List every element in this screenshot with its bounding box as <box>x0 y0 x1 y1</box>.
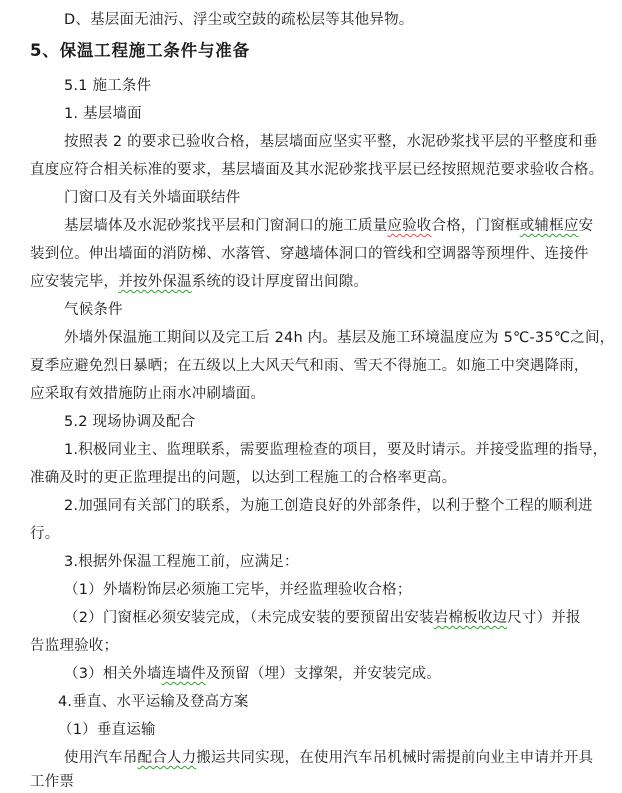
subheading-climate: 气候条件 <box>64 302 123 318</box>
paragraph-line: 1.积极同业主、监理联系，需要监理检查的项目，要及时请示。并接受监理的指导， <box>64 442 608 458</box>
paragraph-line: 3.根据外保温工程施工前，应满足： <box>64 554 299 570</box>
paragraph-line: 准确及时的更正监理提出的问题，以达到工程施工的合格率更高。 <box>30 470 457 486</box>
paragraph-line: 工作票 <box>30 774 75 790</box>
subheading-5-1: 5.1 施工条件 <box>64 78 152 94</box>
paragraph-line: 按照表 2 的要求已验收合格，基层墙面应坚实平整，水泥砂浆找平层的平整度和垂 <box>64 134 598 150</box>
paragraph-line: 基层墙体及水泥砂浆找平层和门窗洞口的施工质量应验收合格，门窗框或辅框应安 <box>64 218 594 234</box>
list-item: （2）门窗框必须安装完成，（未完成安装的要预留出安装岩棉板收边尺寸）并报 <box>64 610 581 626</box>
subheading-base-wall: 1. 基层墙面 <box>64 106 142 122</box>
subheading-5-2: 5.2 现场协调及配合 <box>64 414 196 430</box>
grammar-underline: 并按外保温 <box>118 274 192 290</box>
spellcheck-underline: 应验收 <box>387 218 432 234</box>
paragraph-line: 告监理验收； <box>30 638 119 654</box>
paragraph-line: 使用汽车吊配合人力搬运共同实现，在使用汽车吊机械时需提前向业主申请并开具 <box>64 750 594 766</box>
grammar-underline: 配合人力 <box>137 750 197 766</box>
paragraph-line: 夏季应避免烈日暴晒；在五级以上大风天气和雨、雪天不得施工。如施工中突遇降雨， <box>30 358 589 374</box>
paragraph-line: 直度应符合相关标准的要求，基层墙面及其水泥砂浆找平层已经按照规范要求验收合格。 <box>30 162 604 178</box>
section-heading-5: 5、保温工程施工条件与准备 <box>30 41 250 60</box>
subheading-door-window: 门窗口及有关外墙面联结件 <box>64 190 241 206</box>
paragraph-line: 2.加强同有关部门的联系，为施工创造良好的外部条件，以利于整个工程的顺利进 <box>64 498 593 514</box>
grammar-underline: 岩棉板收边 <box>433 610 508 626</box>
paragraph-line: 应安装完毕，并按外保温系统的设计厚度留出间隙。 <box>30 274 369 290</box>
paragraph-line: 装到位。伸出墙面的消防梯、水落管、穿越墙体洞口的管线和空调器等预埋件、连接件 <box>30 246 589 262</box>
paragraph-line: 应采取有效措施防止雨水冲刷墙面。 <box>30 386 266 402</box>
subheading-vertical: （1）垂直运输 <box>58 722 156 738</box>
paragraph-line: 行。 <box>30 526 60 542</box>
subheading-transport: 4.垂直、水平运输及登高方案 <box>58 694 249 710</box>
list-item: （1）外墙粉饰层必须施工完毕，并经监理验收合格； <box>64 582 412 598</box>
paragraph-item-d: D、基层面无油污、浮尘或空鼓的疏松层等其他异物。 <box>64 12 414 28</box>
paragraph-line: 外墙外保温施工期间以及完工后 24h 内。基层及施工环境温度应为 5℃-35℃之间， <box>64 330 615 346</box>
grammar-underline: 连墙件 <box>161 666 206 682</box>
grammar-underline: 或辅框应 <box>519 218 579 234</box>
list-item: （3）相关外墙连墙件及预留（埋）支撑架，并安装完成。 <box>64 666 441 682</box>
